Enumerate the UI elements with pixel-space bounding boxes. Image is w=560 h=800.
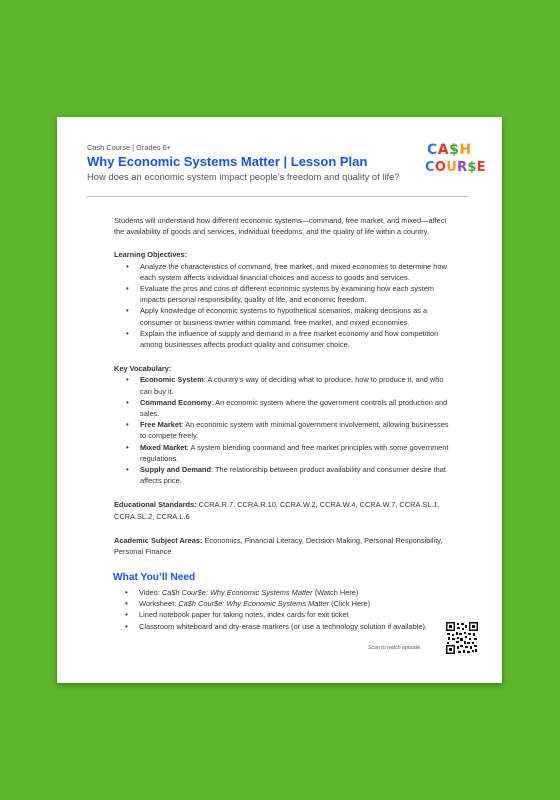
need-prefix: Worksheet: xyxy=(139,599,179,609)
list-item: • Apply knowledge of economic systems to hypothetical scenarios, making decisions as a consumer or business owner within command, free market, and mixed economies. xyxy=(140,305,449,327)
vocab-definition: : A system blending command and free market principles with some government regulations. xyxy=(140,442,449,463)
page-subtitle: How does an economic system impact people’s freedom and quality of life? xyxy=(87,171,400,182)
vocab-definition: : An economic system where the government controls all production and sales. xyxy=(140,397,448,419)
list-item: • Evaluate the pros and cons of different economic systems by examining how each system impacts personal responsibility, quality of life, and economic freedom. xyxy=(140,283,449,305)
logo-letter: $ xyxy=(467,160,477,175)
list-item xyxy=(140,442,449,464)
vocab-definition: : A country’s way of deciding what to produce, how to produce it, and who can buy it. xyxy=(140,375,444,396)
logo-letter: A xyxy=(437,142,450,158)
qr-caption: Scan to watch episode xyxy=(368,645,421,651)
logo-letter: U xyxy=(446,160,458,175)
qr-code-icon[interactable] xyxy=(446,622,478,654)
list-item xyxy=(140,397,449,419)
vocab-term: Free Market xyxy=(140,420,182,430)
header xyxy=(87,143,472,183)
intro-paragraph: Students will understand how different economic systems—command, free market, and mixed—affect the availability of goods and services, individual freedoms, and the quality of life within a country. xyxy=(114,216,447,237)
list-item: • Analyze the characteristics of command, free market, and mixed economies to determine how each system affects individual financial choices and access to goods and services. xyxy=(140,261,449,283)
standards-label: Educational Standards: xyxy=(114,500,197,510)
vocab-definition: : An economic system with minimal government involvement, allowing businesses to compete freely. xyxy=(140,420,449,441)
logo-letter: O xyxy=(434,160,447,175)
subjects-paragraph xyxy=(114,535,449,557)
header-divider xyxy=(87,196,468,197)
standards-paragraph xyxy=(114,499,449,521)
list-item xyxy=(140,464,449,486)
need-title: Ca$h Cour$e: Why Economic Systems Matter xyxy=(161,588,313,597)
logo-letter: C xyxy=(425,160,435,175)
logo-letter: H xyxy=(459,142,472,158)
logo-graphic xyxy=(424,138,486,178)
logo-letter: E xyxy=(476,160,486,175)
watch-link[interactable]: (Watch Here) xyxy=(312,588,359,597)
need-text: Lined notebook paper for taking notes, index cards for exit ticket xyxy=(139,610,349,620)
course-line: Cash Course | Grades 6+ xyxy=(87,143,171,152)
lesson-body xyxy=(114,215,449,557)
subjects-label: Academic Subject Areas: xyxy=(114,535,203,545)
subjects-value: Economics, Financial Literacy, Decision Making, Personal Responsibility, Personal Finance xyxy=(114,535,443,557)
needs-list xyxy=(113,587,469,632)
svg-text:COUR$E xyxy=(425,160,486,175)
vocab-term: Command Economy xyxy=(140,397,212,407)
needs-heading: What You’ll Need xyxy=(113,572,196,583)
need-text: Classroom whiteboard and dry-erase markers (or use a technology solution if available). xyxy=(139,621,427,631)
objectives-heading: Learning Objectives: xyxy=(114,250,188,260)
svg-text:CA$H xyxy=(427,142,472,158)
page-title: Why Economic Systems Matter | Lesson Plan xyxy=(87,154,368,169)
worksheet-link[interactable]: (Click Here) xyxy=(329,599,371,609)
vocabulary-heading: Key Vocabulary: xyxy=(114,364,172,374)
list-item xyxy=(139,587,469,598)
list-item xyxy=(139,621,469,632)
vocab-term: Supply and Demand xyxy=(140,465,212,475)
objectives-list xyxy=(114,261,449,351)
list-item xyxy=(139,609,469,620)
vocab-term: Mixed Market xyxy=(140,442,187,452)
logo-letter: $ xyxy=(449,142,460,158)
logo-letter: C xyxy=(427,142,438,158)
need-title: Ca$h Cour$e: Why Economic Systems Matter xyxy=(178,599,330,609)
vocab-definition: : The relationship between product availability and consumer desire that affects price. xyxy=(140,465,446,486)
list-item xyxy=(140,419,449,441)
lesson-plan-page xyxy=(57,117,502,683)
logo-letter: R xyxy=(457,160,468,175)
vocabulary-list xyxy=(114,374,449,486)
list-item: • Explain the influence of supply and demand in a free market economy and how competition among businesses affects product quality and consumer choice. xyxy=(140,328,449,350)
list-item xyxy=(140,374,449,396)
cash-course-logo xyxy=(424,138,486,178)
standards-value: CCRA.R.7, CCRA.R.10, CCRA.W.2, CCRA.W.4, CCRA.W.7, CCRA.SL.1, CCRA.SL.2, CCRA.L.6 xyxy=(114,500,440,521)
list-item xyxy=(139,598,469,609)
vocab-term: Economic System xyxy=(140,375,204,385)
need-prefix: Video: xyxy=(139,588,162,597)
